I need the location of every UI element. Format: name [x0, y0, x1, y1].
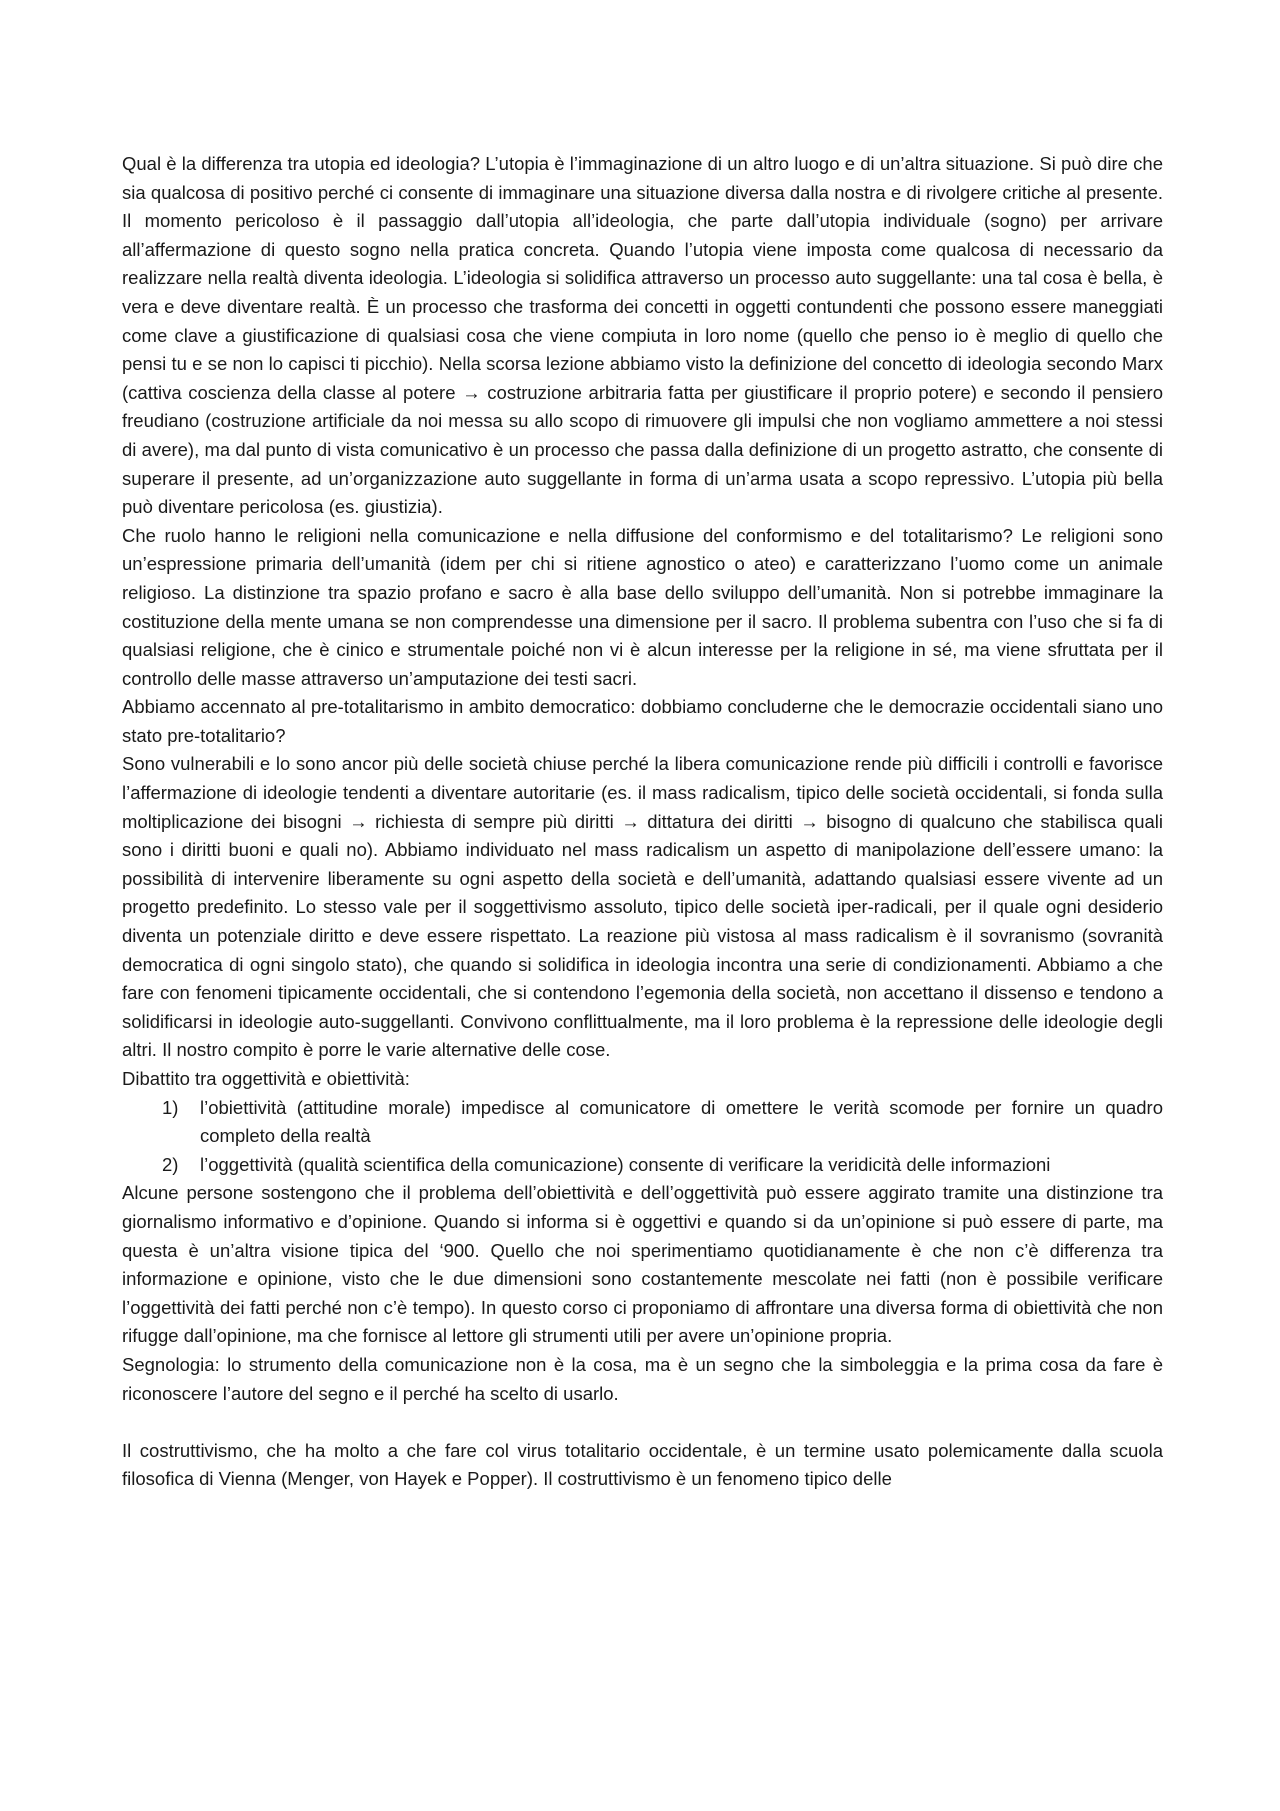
paragraph-pre-totalitarismo-question: Abbiamo accennato al pre-totalitarismo in ambito democratico: dobbiamo concluderne che le democrazie occidentali siano uno stato pre-totalitario?: [122, 696, 1163, 746]
paragraph-segnologia: Segnologia: lo strumento della comunicazione non è la cosa, ma è un segno che la simboleggia e la prima cosa da fare è riconoscere l’autore del segno e il perché ha scelto di usarlo.: [122, 1353, 1163, 1404]
paragraph-costruttivismo: Il costruttivismo, che ha molto a che fare col virus totalitario occidentale, è un termine usato polemicamente dalla scuola filosofica di Vienna (Menger, von Hayek e Popper). Il costruttivismo è un fenomeno tipico delle: [122, 1439, 1163, 1490]
list-item: [162, 1094, 1163, 1151]
list-item-text: l’oggettività (qualità scientifica della comunicazione) consente di verificare la veridicità delle informazioni: [200, 1153, 1051, 1175]
list-item: [162, 1151, 1163, 1180]
numbered-list: [122, 1094, 1163, 1180]
paragraph-dibattito-intro: Dibattito tra oggettività e obiettività:: [122, 1068, 410, 1089]
paragraph-giornalismo: Alcune persone sostengono che il problema dell’obiettività e dell’oggettività può essere aggirato tramite una distinzione tra giornalismo informativo e d’opinione. Quando si informa si è oggettivi e quando si da un’opinione si può essere di parte, ma questa è un’altra visione tipica del ‘900. Quello che noi sperimentiamo quotidianamente è che non c’è differenza tra informazione e opinione, visto che le due dimensioni sono costantemente mescolate nei fatti (non è possibile verificare l’oggettività dei fatti perché non c’è tempo). In questo corso ci proponiamo di affrontare una diversa forma di obiettività che non rifugge dall’opinione, ma che fornisce al lettore gli strumenti utili per avere un’opinione propria.: [122, 1182, 1163, 1347]
paragraph-religioni: Che ruolo hanno le religioni nella comunicazione e nella diffusione del conformismo e del totalitarismo? Le religioni sono un’espressione primaria dell’umanità (idem per chi si ritiene agnostico o ateo) e caratterizzano l’uomo come un animale religioso. La distinzione tra spazio profano e sacro è alla base dello sviluppo dell’umanità. Non si potrebbe immaginare la costituzione della mente umana se non comprendesse una dimensione per il sacro. Il problema subentra con l’uso che si fa di qualsiasi religione, che è cinico e strumentale poiché non vi è alcun interesse per la religione in sé, ma viene sfruttata per il controllo delle masse attraverso un’amputazione dei testi sacri.: [122, 524, 1163, 689]
blank-line: [122, 1408, 1163, 1437]
paragraph-vulnerabilita: Sono vulnerabili e lo sono ancor più delle società chiuse perché la libera comunicazione rende più difficili i controlli e favorisce l’affermazione di ideologie tendenti a diventare autoritarie (es. il mass radicalism, tipico delle società occidentali, si fonda sulla moltiplicazione dei bisogni → richiesta di sempre più diritti → dittatura dei diritti → bisogno di qualcuno che stabilisca quali sono i diritti buoni e quali no). Abbiamo individuato nel mass radicalism un aspetto di manipolazione dell’essere umano: la possibilità di intervenire liberamente su ogni aspetto della società e dell’umanità, adattando qualsiasi essere vivente ad un progetto predefinito. Lo stesso vale per il soggettivismo assoluto, tipico delle società iper-radicali, per il quale ogni desiderio diventa un potenziale diritto e deve essere rispettato. La reazione più vistosa al mass radicalism è il sovranismo (sovranità democratica di ogni singolo stato), che quando si solidifica in ideologia incontra una serie di condizionamenti. Abbiamo a che fare con fenomeni tipicamente occidentali, che si contendono l’egemonia della società, non accettano il dissenso e tendono a solidificarsi in ideologie auto-suggellanti. Convivono conflittualmente, ma il loro problema è la repressione delle ideologie degli altri. Il nostro compito è porre le varie alternative delle cose.: [122, 753, 1163, 1061]
document-page: [122, 150, 1163, 1494]
list-item-number: 2): [162, 1153, 179, 1175]
paragraph-utopia-ideologia: Qual è la differenza tra utopia ed ideologia? L’utopia è l’immaginazione di un altro luogo e di un’altra situazione. Si può dire che sia qualcosa di positivo perché ci consente di immaginare una situazione diversa dalla nostra e di rivolgere critiche al presente. Il momento pericoloso è il passaggio dall’utopia all’ideologia, che parte dall’utopia individuale (sogno) per arrivare all’affermazione di questo sogno nella pratica concreta. Quando l’utopia viene imposta come qualcosa di necessario da realizzare nella realtà diventa ideologia. L’ideologia si solidifica attraverso un processo auto suggellante: una tal cosa è bella, è vera e deve diventare realtà. È un processo che trasforma dei concetti in oggetti contundenti che possono essere maneggiati come clave a giustificazione di qualsiasi cosa che viene compiuta in loro nome (quello che penso io è meglio di quello che pensi tu e se non lo capisci ti picchio). Nella scorsa lezione abbiamo visto la definizione del concetto di ideologia secondo Marx (cattiva coscienza della classe al potere → costruzione arbitraria fatta per giustificare il proprio potere) e secondo il pensiero freudiano (costruzione artificiale da noi messa su allo scopo di rimuovere gli impulsi che non vogliamo ammettere a noi stessi di avere), ma dal punto di vista comunicativo è un processo che passa dalla definizione di un progetto astratto, che consente di superare il presente, ad un’organizzazione auto suggellante in forma di un’arma usata a scopo repressivo. L’utopia più bella può diventare pericolosa (es. giustizia).: [122, 153, 1163, 518]
list-item-text: l’obiettività (attitudine morale) impedisce al comunicatore di omettere le verità scomode per fornire un quadro completo della realtà: [200, 1096, 1163, 1147]
list-item-number: 1): [162, 1096, 179, 1118]
